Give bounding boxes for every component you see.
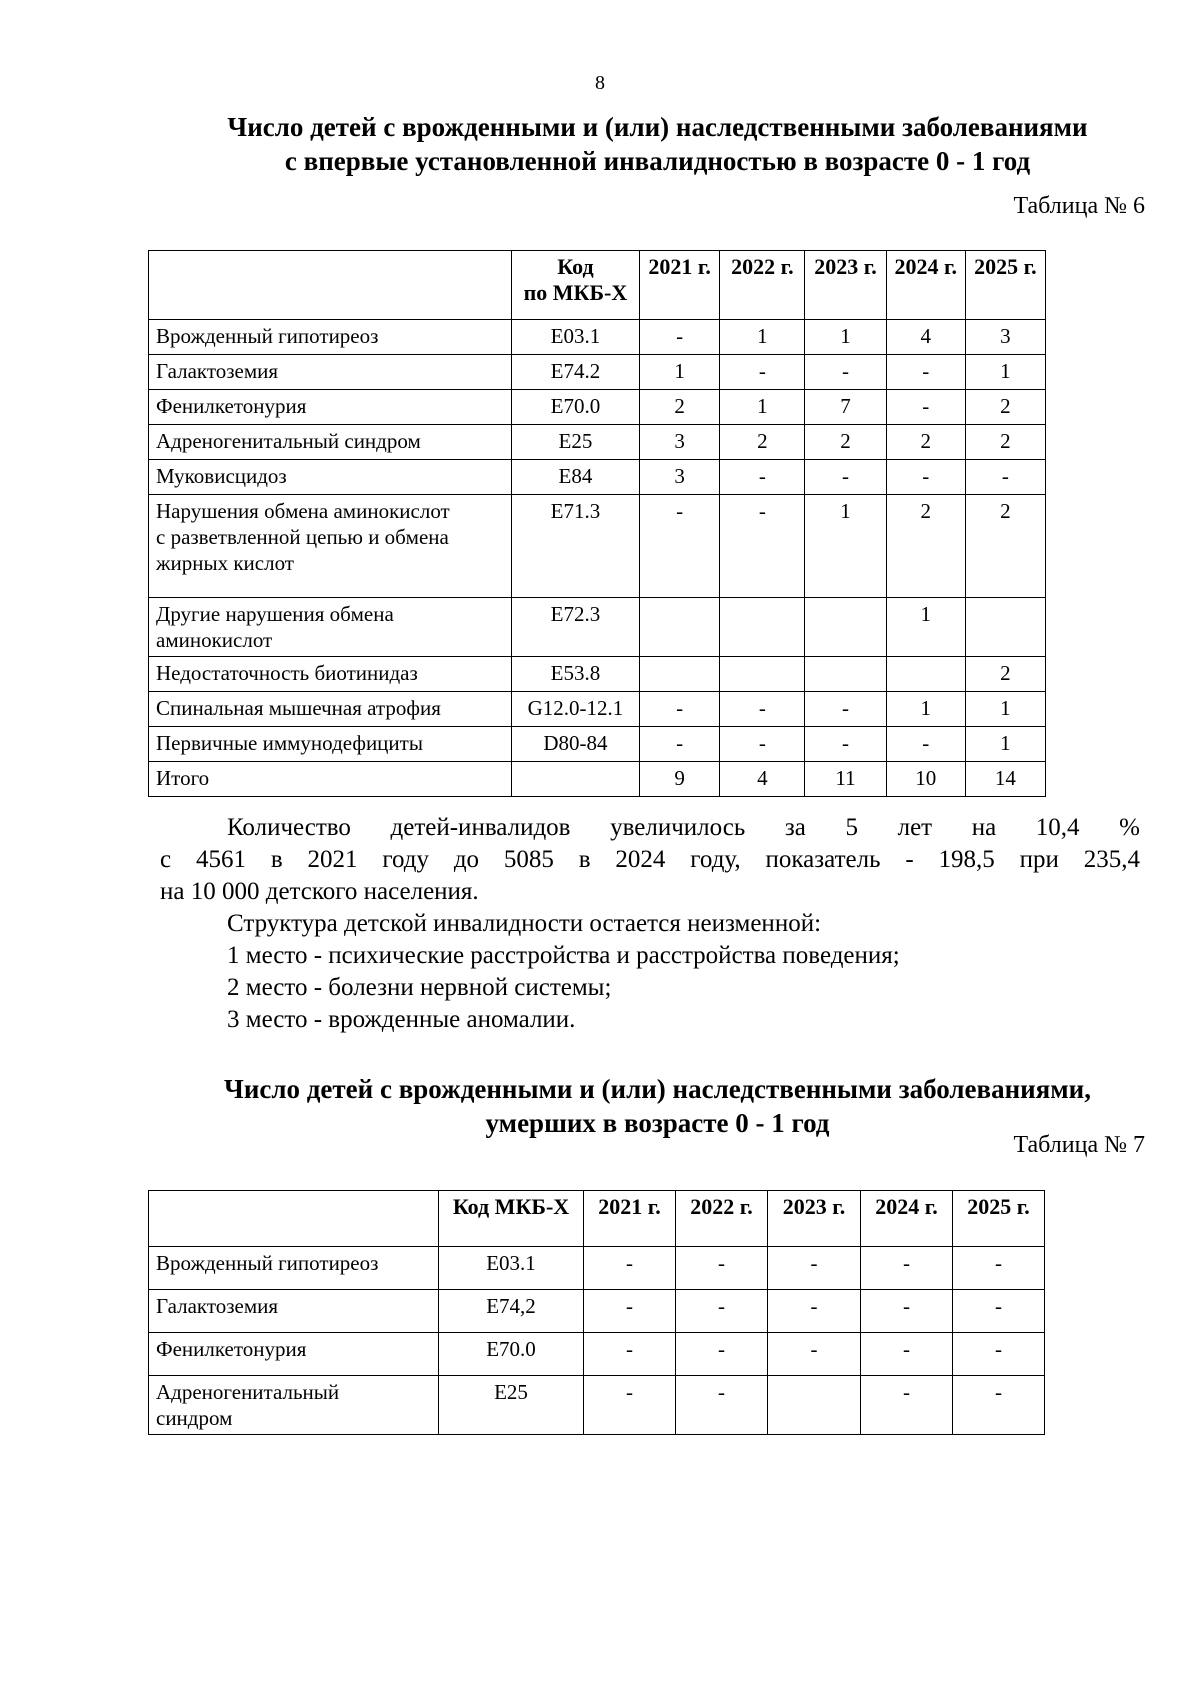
table6-value-cell: 2 (640, 390, 720, 425)
table7 (148, 1190, 1045, 1435)
table6-value-cell: 3 (640, 425, 720, 460)
table7-value-cell: - (676, 1247, 768, 1290)
table7-value-cell: - (953, 1290, 1045, 1333)
table7-value-cell (768, 1376, 861, 1435)
table6-value-cell: 1 (640, 355, 720, 390)
table6 (148, 250, 1046, 797)
table6-value-cell: - (886, 460, 965, 495)
table6-disease-cell: Галактоземия (149, 355, 512, 390)
table6-value-cell (720, 657, 805, 692)
table7-value-cell: - (768, 1290, 861, 1333)
table-row (149, 355, 1046, 390)
table6-code-cell: E74.2 (511, 355, 639, 390)
table7-value-cell: - (584, 1333, 676, 1376)
table7-value-cell: - (861, 1376, 953, 1435)
table7-value-cell: - (676, 1376, 768, 1435)
table6-header-cell: 2024 г. (886, 251, 965, 320)
table-row (149, 727, 1046, 762)
table7-code-cell: E74,2 (439, 1290, 584, 1333)
table6-value-cell: 2 (720, 425, 805, 460)
table6-value-cell: 14 (965, 762, 1045, 797)
table6-value-cell: - (805, 727, 886, 762)
table7-header-cell: 2025 г. (953, 1191, 1045, 1247)
table7-header-row (149, 1191, 1045, 1247)
table7-code-cell: E03.1 (439, 1247, 584, 1290)
table7-value-cell: - (584, 1290, 676, 1333)
table6-code-cell: G12.0-12.1 (511, 692, 639, 727)
table6-value-cell (886, 657, 965, 692)
table6-code-cell (511, 762, 639, 797)
table6-value-cell (965, 598, 1045, 657)
table6-code-cell: E25 (511, 425, 639, 460)
body-line: на 10 000 детского населения. (160, 878, 479, 905)
table-row (149, 390, 1046, 425)
table6-value-cell: 2 (965, 390, 1045, 425)
table-row (149, 1290, 1045, 1333)
table6-header-cell (149, 251, 512, 320)
table6-code-cell: D80-84 (511, 727, 639, 762)
table6-code-cell: E03.1 (511, 320, 639, 355)
table6-value-cell: 2 (965, 495, 1045, 598)
table-row (149, 762, 1046, 797)
table6-value-cell: 1 (965, 727, 1045, 762)
table-row (149, 657, 1046, 692)
table6-value-cell: 1 (886, 598, 965, 657)
table6-value-cell: 2 (965, 425, 1045, 460)
body-line: Структура детской инвалидности остается неизменной: (227, 910, 822, 937)
table6-value-cell (805, 657, 886, 692)
table6-value-cell: 1 (720, 320, 805, 355)
table7-value-cell: - (861, 1290, 953, 1333)
table7-disease-cell: Врожденный гипотиреоз (149, 1247, 439, 1290)
table6-value-cell: - (805, 460, 886, 495)
table7-header-cell: 2023 г. (768, 1191, 861, 1247)
table7-value-cell: - (584, 1247, 676, 1290)
table6-code-cell: E70.0 (511, 390, 639, 425)
table6-value-cell: - (640, 727, 720, 762)
table6-label: Таблица № 6 (1013, 193, 1145, 219)
table6-title-line2: с впервые установленной инвалидностью в возрасте 0 - 1 год (284, 146, 1031, 176)
table7-value-cell: - (584, 1376, 676, 1435)
table-row (149, 320, 1046, 355)
page-number: 8 (595, 72, 605, 94)
table6-value-cell: - (965, 460, 1045, 495)
table7-value-cell: - (861, 1247, 953, 1290)
table6-disease-cell: Нарушения обмена аминокислот с разветвленной цепью и обмена жирных кислот (149, 495, 512, 598)
table6-value-cell: - (720, 692, 805, 727)
table6-value-cell: 1 (965, 692, 1045, 727)
table-row (149, 598, 1046, 657)
table6-title (160, 110, 1155, 178)
table6-value-cell: 3 (640, 460, 720, 495)
table6-code-cell: E71.3 (511, 495, 639, 598)
table6-header-row (149, 251, 1046, 320)
body-line: с 4561 в 2021 году до 5085 в 2024 году, показатель - 198,5 при 235,4 (160, 846, 1140, 873)
table6-value-cell: - (720, 355, 805, 390)
table6-value-cell: - (720, 460, 805, 495)
table7-title-line1: Число детей с врожденными и (или) наследственными заболеваниями, (224, 1074, 1091, 1104)
table6-disease-cell: Муковисцидоз (149, 460, 512, 495)
table6-value-cell: 1 (805, 495, 886, 598)
table6-value-cell: 11 (805, 762, 886, 797)
table7-label: Таблица № 7 (1013, 1132, 1145, 1158)
table6-value-cell: - (886, 727, 965, 762)
table6-value-cell: 2 (805, 425, 886, 460)
table7-disease-cell: Фенилкетонурия (149, 1333, 439, 1376)
table7-code-cell: E25 (439, 1376, 584, 1435)
table-row (149, 495, 1046, 598)
table6-header-cell: Код по МКБ-Х (511, 251, 639, 320)
table6-value-cell (720, 598, 805, 657)
table6-disease-cell: Адреногенитальный синдром (149, 425, 512, 460)
table6-header-cell: 2021 г. (640, 251, 720, 320)
table6-value-cell: - (640, 692, 720, 727)
table6-code-cell: E72.3 (511, 598, 639, 657)
table-row (149, 1247, 1045, 1290)
table6-value-cell: 4 (886, 320, 965, 355)
table6-value-cell: 10 (886, 762, 965, 797)
table6-disease-cell: Спинальная мышечная атрофия (149, 692, 512, 727)
table6-value-cell: 1 (965, 355, 1045, 390)
table6-code-cell: E53.8 (511, 657, 639, 692)
table7-code-cell: E70.0 (439, 1333, 584, 1376)
table6-value-cell: 1 (720, 390, 805, 425)
table6-value-cell: 4 (720, 762, 805, 797)
table6-value-cell: - (886, 355, 965, 390)
table7-title (160, 1072, 1155, 1140)
body-line: 1 место - психические расстройства и расстройства поведения; (227, 942, 900, 969)
table6-header-cell: 2023 г. (805, 251, 886, 320)
table6-disease-cell: Итого (149, 762, 512, 797)
table6-disease-cell: Другие нарушения обмена аминокислот (149, 598, 512, 657)
table6-value-cell: - (720, 495, 805, 598)
table7-value-cell: - (953, 1333, 1045, 1376)
table-row (149, 1333, 1045, 1376)
table7-disease-cell: Адреногенитальный синдром (149, 1376, 439, 1435)
table6-value-cell: 7 (805, 390, 886, 425)
table7-value-cell: - (768, 1247, 861, 1290)
table6-value-cell: - (640, 495, 720, 598)
table7-title-line2: умерших в возрасте 0 - 1 год (485, 1108, 830, 1138)
table-row (149, 460, 1046, 495)
table6-value-cell: 1 (886, 692, 965, 727)
table6-header-cell: 2022 г. (720, 251, 805, 320)
table7-value-cell: - (953, 1247, 1045, 1290)
table6-value-cell: - (805, 355, 886, 390)
table7-header-cell: Код МКБ-Х (439, 1191, 584, 1247)
table6-value-cell: - (886, 390, 965, 425)
table7-header-cell: 2021 г. (584, 1191, 676, 1247)
table6-value-cell (640, 598, 720, 657)
table7-value-cell: - (676, 1290, 768, 1333)
table6-disease-cell: Фенилкетонурия (149, 390, 512, 425)
table6-value-cell: 1 (805, 320, 886, 355)
table7-value-cell: - (953, 1376, 1045, 1435)
table6-code-cell: E84 (511, 460, 639, 495)
table6-value-cell: - (805, 692, 886, 727)
table-row (149, 1376, 1045, 1435)
table6-value-cell: - (640, 320, 720, 355)
table6-value-cell: 2 (886, 425, 965, 460)
table7-value-cell: - (861, 1333, 953, 1376)
table6-value-cell (805, 598, 886, 657)
table6-title-line1: Число детей с врожденными и (или) наследственными заболеваниями (227, 112, 1088, 142)
table7-header-cell: 2022 г. (676, 1191, 768, 1247)
body-line: 2 место - болезни нервной системы; (227, 974, 612, 1001)
table-row (149, 425, 1046, 460)
body-line: Количество детей-инвалидов увеличилось за 5 лет на 10,4 % (227, 814, 1140, 841)
table6-disease-cell: Врожденный гипотиреоз (149, 320, 512, 355)
body-text (160, 812, 1140, 1036)
table6-value-cell: 9 (640, 762, 720, 797)
table6-value-cell: 2 (886, 495, 965, 598)
table6-value-cell (640, 657, 720, 692)
table6-header-cell: 2025 г. (965, 251, 1045, 320)
table7-disease-cell: Галактоземия (149, 1290, 439, 1333)
table6-value-cell: 2 (965, 657, 1045, 692)
table6-value-cell: - (720, 727, 805, 762)
table-row (149, 692, 1046, 727)
table6-disease-cell: Недостаточность биотинидаз (149, 657, 512, 692)
table7-value-cell: - (676, 1333, 768, 1376)
table7-value-cell: - (768, 1333, 861, 1376)
table7-header-cell: 2024 г. (861, 1191, 953, 1247)
table7-header-cell (149, 1191, 439, 1247)
body-line: 3 место - врожденные аномалии. (227, 1006, 576, 1033)
table6-value-cell: 3 (965, 320, 1045, 355)
table6-disease-cell: Первичные иммунодефициты (149, 727, 512, 762)
